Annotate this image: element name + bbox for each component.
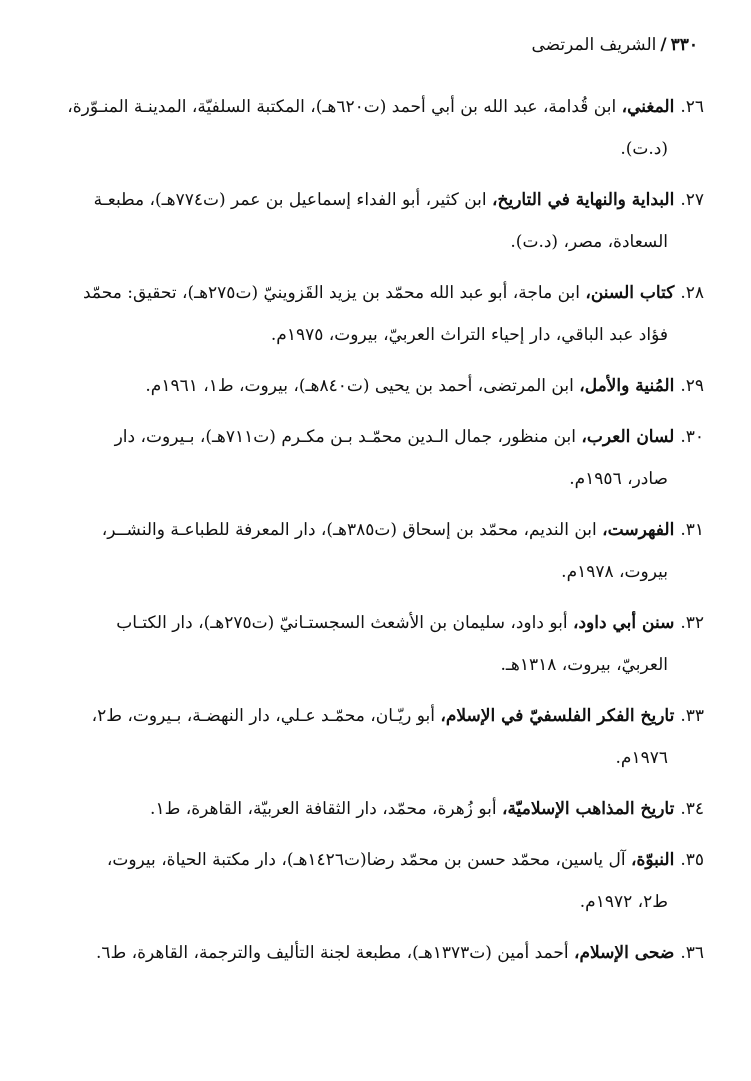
entry-details: أبو زُهرة، محمّد، دار الثقافة العربيّة، القاهرة، ط١.	[150, 799, 502, 819]
bibliography-entry	[44, 788, 704, 830]
entry-title: سنن أبي داود،	[572, 613, 675, 633]
bibliography-entry	[44, 695, 704, 779]
entry-details: أحمد أمين (ت١٣٧٣هـ)، مطبعة لجنة التأليف والترجمة، القاهرة، ط٦.	[95, 943, 574, 963]
bibliography-entry	[44, 932, 704, 974]
entry-title: المغني،	[621, 97, 675, 117]
entry-continuation: السعادة، مصر، (د.ت).	[510, 232, 668, 252]
entry-title: ضحى الإسلام،	[574, 943, 675, 963]
entry-details: ابن ماجة، أبو عبد الله محمّد بن يزيد القَزوينيّ (ت٢٧٥هـ)، تحقيق: محمّد	[82, 283, 586, 303]
entry-number: ٢٦.	[680, 97, 704, 117]
entry-details: آل ياسين، محمّد حسن بن محمّد رضا(ت١٤٢٦هـ)، دار مكتبة الحياة، بيروت،	[106, 850, 631, 870]
book-page	[44, 32, 704, 983]
bibliography-list	[44, 86, 704, 974]
entry-continuation: ط٢، ١٩٧٢م.	[579, 892, 668, 912]
entry-continuation: بيروت، ١٩٧٨م.	[561, 562, 668, 582]
entry-continuation: صادر، ١٩٥٦م.	[569, 469, 668, 489]
entry-title: المُنية والأمل،	[579, 376, 675, 396]
entry-title: البداية والنهاية في التاريخ،	[492, 190, 675, 210]
entry-number: ٣٠.	[680, 427, 704, 447]
running-title: الشريف المرتضى	[531, 35, 657, 55]
entry-details: أبو داود، سليمان بن الأشعث السجستـانيّ (ت٢٧٥هـ)، دار الكتـاب	[116, 613, 573, 633]
entry-details: ابن النديم، محمّد بن إسحاق (ت٣٨٥هـ)، دار المعرفة للطباعـة والنشــر،	[101, 520, 603, 540]
entry-details: ابن منظور، جمال الـدين محمّـد بـن مكـرم (ت٧١١هـ)، بـيروت، دار	[114, 427, 582, 447]
running-header	[44, 32, 704, 58]
entry-number: ٣٥.	[680, 850, 704, 870]
entry-details: ابن قُدامة، عبد الله بن أبي أحمد (ت٦٢٠هـ)، المكتبة السلفيّة، المدينـة المنـوّرة،	[67, 97, 622, 117]
entry-number: ٢٧.	[680, 190, 704, 210]
entry-continuation: (د.ت).	[620, 139, 668, 159]
bibliography-entry	[44, 86, 704, 170]
entry-number: ٣٦.	[680, 943, 704, 963]
header-separator: /	[660, 35, 667, 55]
entry-continuation: ١٩٧٦م.	[615, 748, 668, 768]
entry-title: الفهرست،	[602, 520, 675, 540]
entry-details: أبو ريّـان، محمّـد عـلي، دار النهضـة، بـيروت، ط٢،	[91, 706, 441, 726]
page-number: ٣٣٠	[670, 35, 698, 55]
entry-title: كتاب السنن،	[585, 283, 675, 303]
entry-title: النبوّة،	[630, 850, 675, 870]
bibliography-entry	[44, 509, 704, 593]
bibliography-entry	[44, 272, 704, 356]
bibliography-entry	[44, 602, 704, 686]
entry-continuation: العربيّ، بيروت، ١٣١٨هـ.	[500, 655, 668, 675]
entry-continuation: فؤاد عبد الباقي، دار إحياء التراث العربيّ، بيروت، ١٩٧٥م.	[270, 325, 668, 345]
entry-number: ٣٢.	[680, 613, 704, 633]
entry-number: ٣١.	[680, 520, 704, 540]
entry-number: ٢٩.	[680, 376, 704, 396]
bibliography-entry	[44, 179, 704, 263]
entry-title: تاريخ المذاهب الإسلاميّة،	[501, 799, 675, 819]
bibliography-entry	[44, 365, 704, 407]
entry-details: ابن المرتضى، أحمد بن يحيى (ت٨٤٠هـ)، بيروت، ط١، ١٩٦١م.	[145, 376, 580, 396]
entry-title: تاريخ الفكر الفلسفيّ في الإسلام،	[440, 706, 675, 726]
entry-number: ٣٤.	[680, 799, 704, 819]
entry-number: ٢٨.	[680, 283, 704, 303]
entry-number: ٣٣.	[680, 706, 704, 726]
bibliography-entry	[44, 416, 704, 500]
entry-details: ابن كثير، أبو الفداء إسماعيل بن عمر (ت٧٧٤هـ)، مطبعـة	[93, 190, 493, 210]
bibliography-entry	[44, 839, 704, 923]
entry-title: لسان العرب،	[581, 427, 675, 447]
